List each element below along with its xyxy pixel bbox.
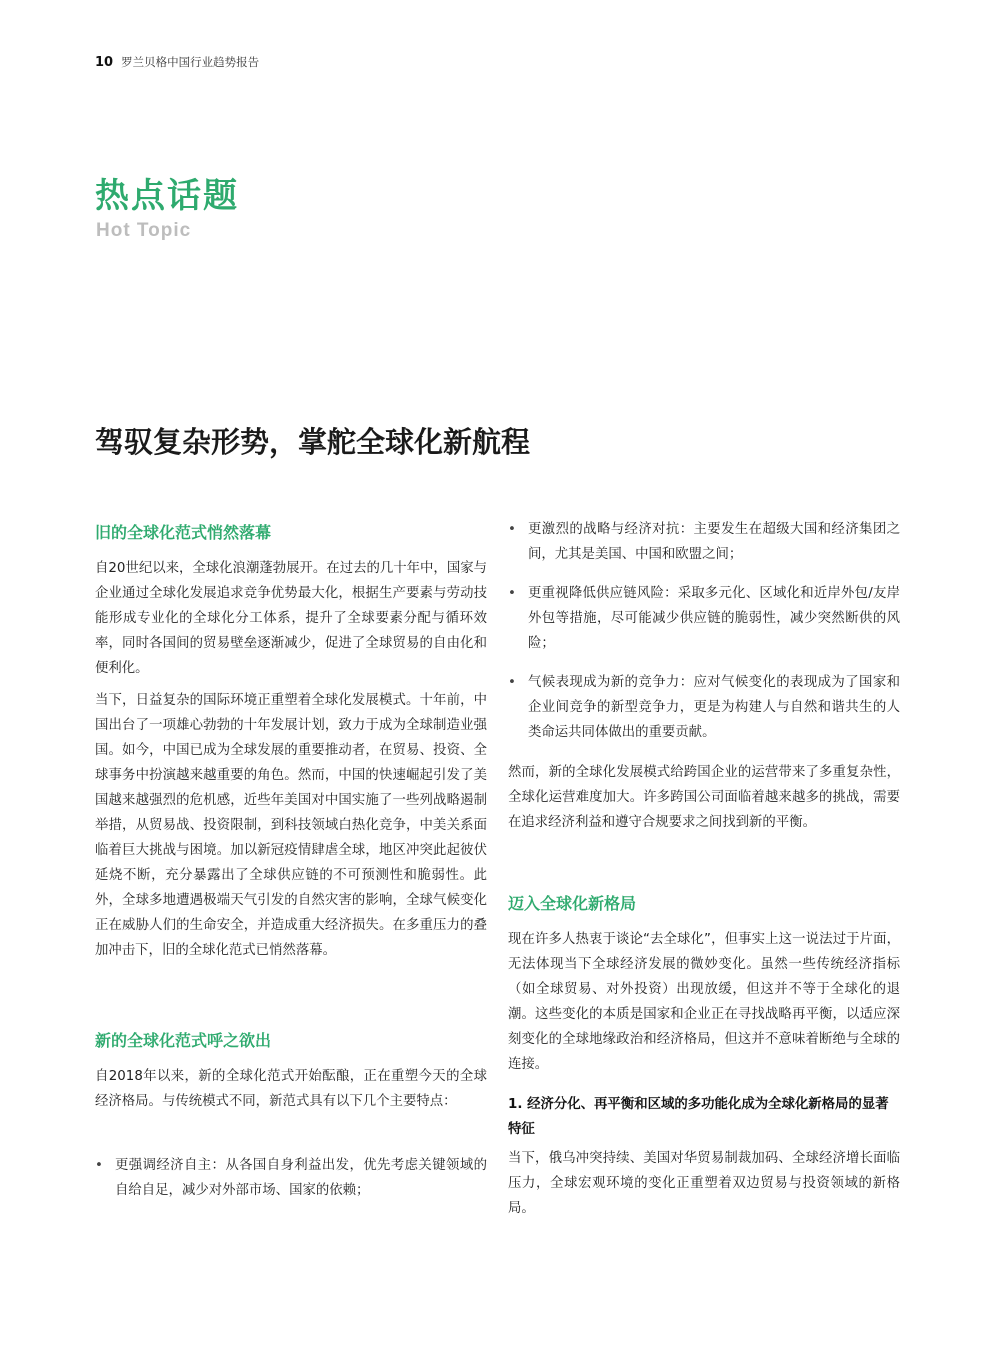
- bullet-item: [508, 670, 900, 745]
- hot-topic-subtitle: Hot Topic: [96, 220, 192, 241]
- bullet-dot-icon: •: [95, 1158, 103, 1173]
- paragraph: 自2018年以来，新的全球化范式开始酝酿，正在重塑今天的全球经济格局。与传统模式不同，新范式具有以下几个主要特点：: [95, 1069, 487, 1109]
- bullet-item: [508, 581, 900, 656]
- page-header: [95, 54, 259, 70]
- paragraph: 自20世纪以来，全球化浪潮蓬勃展开。在过去的几十年中，国家与企业通过全球化发展追求竞争优势最大化，根据生产要素与劳动技能形成专业化的全球化分工体系，提升了全球要素分配与循环效率，同时各国间的贸易壁垒逐渐减少，促进了全球贸易的自由化和便利化。: [95, 561, 487, 676]
- bullet-dot-icon: •: [508, 675, 516, 690]
- section-heading-new-paradigm: 新的全球化范式呼之欲出: [95, 1031, 272, 1050]
- bullet-dot-icon: •: [508, 522, 516, 537]
- article-title: 驾驭复杂形势，掌舵全球化新航程: [95, 425, 531, 459]
- paragraph: 然而，新的全球化发展模式给跨国企业的运营带来了多重复杂性，全球化运营难度加大。许多跨国公司面临着越来越多的挑战，需要在追求经济利益和遵守合规要求之间找到新的平衡。: [508, 765, 900, 830]
- section-heading-old-paradigm: 旧的全球化范式悄然落幕: [95, 523, 272, 542]
- bullet-item: [508, 517, 900, 567]
- hot-topic-title: 热点话题: [95, 176, 239, 216]
- bullet-text: 气候表现成为新的竞争力：应对气候变化的表现成为了国家和企业间竞争的新型竞争力，更是为构建人与自然和谐共生的人类命运共同体做出的重要贡献。: [528, 675, 900, 740]
- numbered-subheading: 1. 经济分化、再平衡和区域的多功能化成为全球化新格局的显著特征: [508, 1097, 889, 1137]
- section-heading-new-landscape: 迈入全球化新格局: [508, 894, 637, 913]
- bullet-text: 更激烈的战略与经济对抗：主要发生在超级大国和经济集团之间，尤其是美国、中国和欧盟之间；: [528, 522, 900, 562]
- paragraph: 当下，俄乌冲突持续、美国对华贸易制裁加码、全球经济增长面临压力，全球宏观环境的变化正重塑着双边贸易与投资领域的新格局。: [508, 1151, 900, 1216]
- bullet-text: 更强调经济自主：从各国自身利益出发，优先考虑关键领域的自给自足，减少对外部市场、国家的依赖；: [115, 1158, 487, 1198]
- paragraph: 现在许多人热衷于谈论“去全球化”，但事实上这一说法过于片面，无法体现当下全球经济发展的微妙变化。虽然一些传统经济指标（如全球贸易、对外投资）出现放缓，但这并不等于全球化的退潮。这些变化的本质是国家和企业正在寻找战略再平衡，以适应深刻变化的全球地缘政治和经济格局，但这并不意味着断绝与全球的连接。: [508, 932, 900, 1072]
- page-number: 10: [95, 55, 114, 70]
- bullet-dot-icon: •: [508, 586, 516, 601]
- paragraph: 当下，日益复杂的国际环境正重塑着全球化发展模式。十年前，中国出台了一项雄心勃勃的十年发展计划，致力于成为全球制造业强国。如今，中国已成为全球发展的重要推动者，在贸易、投资、全球事务中扮演越来越重要的角色。然而，中国的快速崛起引发了美国越来越强烈的危机感，近些年美国对中国实施了一些列战略遏制举措，从贸易战、投资限制，到科技领域白热化竞争，中美关系面临着巨大挑战与困境。加以新冠疫情肆虐全球，地区冲突此起彼伏延烧不断，充分暴露出了全球供应链的不可预测性和脆弱性。此外，全球多地遭遇极端天气引发的自然灾害的影响，全球气候变化正在威胁人们的生命安全，并造成重大经济损失。在多重压力的叠加冲击下，旧的全球化范式已悄然落幕。: [95, 693, 487, 958]
- bullet-item: [95, 1153, 487, 1203]
- bullet-text: 更重视降低供应链风险：采取多元化、区域化和近岸外包/友岸外包等措施，尽可能减少供应链的脆弱性，减少突然断供的风险；: [528, 586, 900, 651]
- report-title: 罗兰贝格中国行业趋势报告: [121, 55, 260, 69]
